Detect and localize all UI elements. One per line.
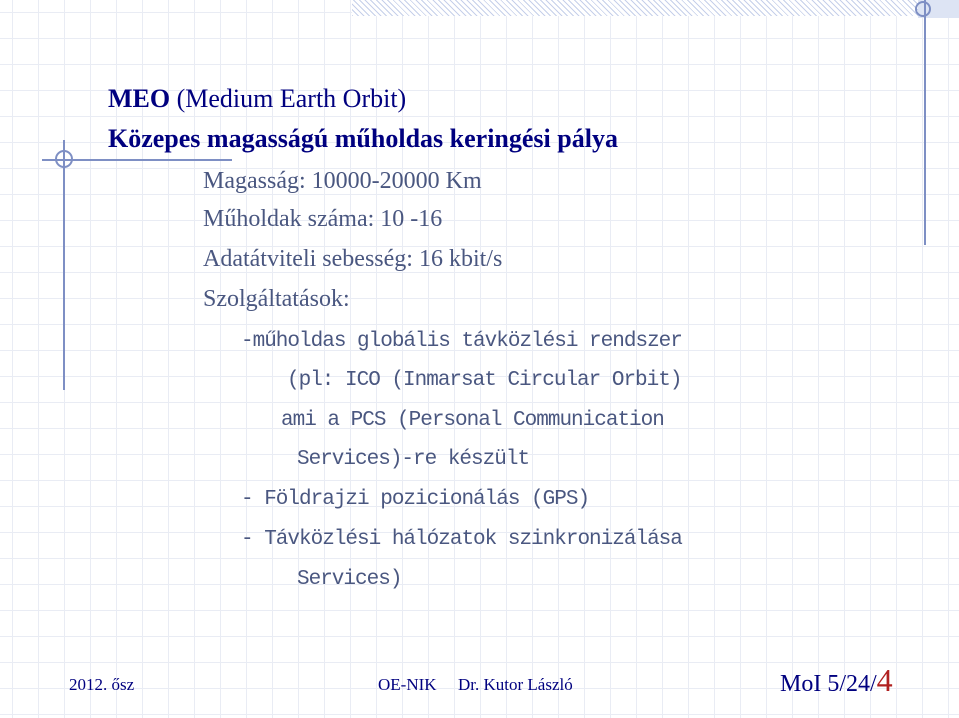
body-line-satellite-count: Műholdak száma: 10 -16 (203, 206, 443, 232)
body-line-service-3-cont: Services) (297, 568, 402, 591)
footer-institution: OE-NIK (378, 675, 437, 694)
body-line-altitude: Magasság: 10000-20000 Km (203, 168, 482, 194)
body-line-service-1: -műholdas globális távközlési rendszer (241, 330, 682, 353)
slide-title-line1 (108, 82, 406, 116)
body-line-service-1-example: (pl: ICO (Inmarsat Circular Orbit) (287, 369, 682, 392)
slide-title-line2: Közepes magasságú műholdas keringési pálya (108, 124, 618, 153)
body-line-service-1-pcs: ami a PCS (Personal Communication (281, 409, 664, 432)
right-vertical-rule (924, 0, 926, 245)
corner-hatch-band (352, 0, 959, 16)
title-acronym: MEO (108, 84, 171, 113)
footer-page-number: 4 (876, 662, 893, 698)
title-expansion: (Medium Earth Orbit) (170, 84, 407, 113)
body-line-service-2: - Földrajzi pozicionálás (GPS) (241, 488, 590, 511)
body-line-data-rate: Adatátviteli sebesség: 16 kbit/s (203, 246, 503, 272)
left-ring-icon (55, 150, 73, 168)
footer-course: MoI 5/24/ (780, 671, 877, 697)
body-line-services-heading: Szolgáltatások: (203, 286, 350, 312)
footer-author: Dr. Kutor László (458, 675, 573, 694)
body-line-service-1-pcs-cont: Services)-re készült (297, 448, 530, 471)
footer-page-label (780, 662, 893, 699)
left-vertical-rule (63, 140, 65, 390)
corner-ring-icon (915, 1, 931, 17)
footer-date: 2012. ősz (69, 675, 135, 694)
body-line-service-3: - Távközlési hálózatok szinkronizálása (241, 528, 682, 551)
